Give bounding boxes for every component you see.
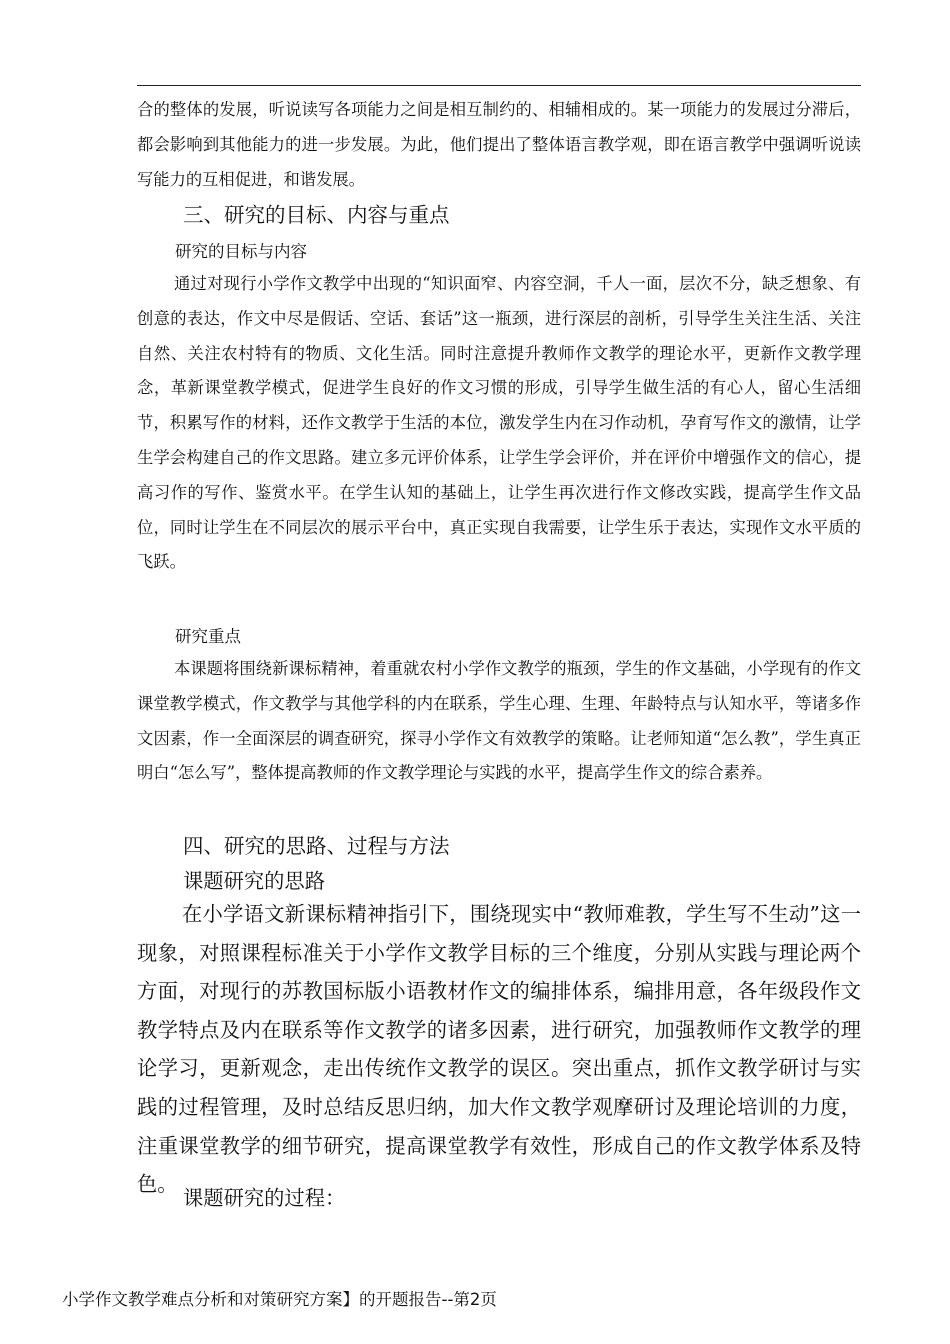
approach-heading: 课题研究的思路 — [183, 869, 325, 893]
approach-paragraph: 在小学语文新课标精神指引下，围绕现实中“教师难教，学生写不生动”这一现象，对照课程标准关于小学作文教学目标的三个维度，分别从实践与理论两个方面，对现行的苏教国标版小语教材作文的编排体系，编排用意，各年级段作文教学特点及内在联系等作文教学的诸多因素，进行研究，加强教师作文教学的理论学习，更新观念，走出传统作文教学的误区。突出重点，抓作文教学研讨与实践的过程管理，及时总结反思归纳，加大作文教学观摩研讨及理论培训的力度，注重课堂教学的细节研究，提高课堂教学有效性，形成自己的作文教学体系及特色。 — [137, 902, 861, 1197]
focus-heading: 研究重点 — [175, 627, 241, 646]
section-3-heading: 三、研究的目标、内容与重点 — [183, 203, 450, 227]
process-heading: 课题研究的过程： — [183, 1186, 346, 1210]
focus-paragraph: 本课题将围绕新课标精神，着重就农村小学作文教学的瓶颈，学生的作文基础，小学现有的作文课堂教学模式，作文教学与其他学科的内在联系，学生心理、生理、年龄特点与认知水平，等诸多作文因素，作一全面深层的调查研究，探寻小学作文有效教学的策略。让老师知道“怎么教”，学生真正明白“怎么写”，整体提高教师的作文教学理论与实践的水平，提高学生作文的综合素养。 — [137, 659, 861, 783]
continuation-paragraph: 合的整体的发展，听说读写各项能力之间是相互制约的、相辅相成的。某一项能力的发展过分滞后，都会影响到其他能力的进一步发展。为此，他们提出了整体语言教学观，即在语言教学中强调听说读写能力的互相促进，和谐发展。 — [137, 100, 861, 189]
page-footer: 小学作文教学难点分析和对策研究方案】的开题报告--第2页 — [62, 1290, 497, 1309]
goals-heading: 研究的目标与内容 — [175, 242, 307, 261]
goals-paragraph: 通过对现行小学作文教学中出现的“知识面窄、内容空洞，千人一面，层次不分，缺乏想象、有创意的表达，作文中尽是假话、空话、套话”这一瓶颈，进行深层的剖析，引导学生关注生活、关注自然、关注农村特有的物质、文化生活。同时注意提升教师作文教学的理论水平，更新作文教学理念，革新课堂教学模式，促进学生良好的作文习惯的形成，引导学生做生活的有心人，留心生活细节，积累写作的材料，还作文教学于生活的本位，激发学生内在习作动机，孕育写作文的激情，让学生学会构建自己的作文思路。建立多元评价体系，让学生学会评价，并在评价中增强作文的信心，提高习作的写作、鉴赏水平。在学生认知的基础上，让学生再次进行作文修改实践，提高学生作文品位，同时让学生在不同层次的展示平台中，真正实现自我需要，让学生乐于表达，实现作文水平质的飞跃。 — [137, 274, 861, 572]
header-rule — [137, 85, 861, 86]
section-4-heading: 四、研究的思路、过程与方法 — [183, 834, 450, 858]
